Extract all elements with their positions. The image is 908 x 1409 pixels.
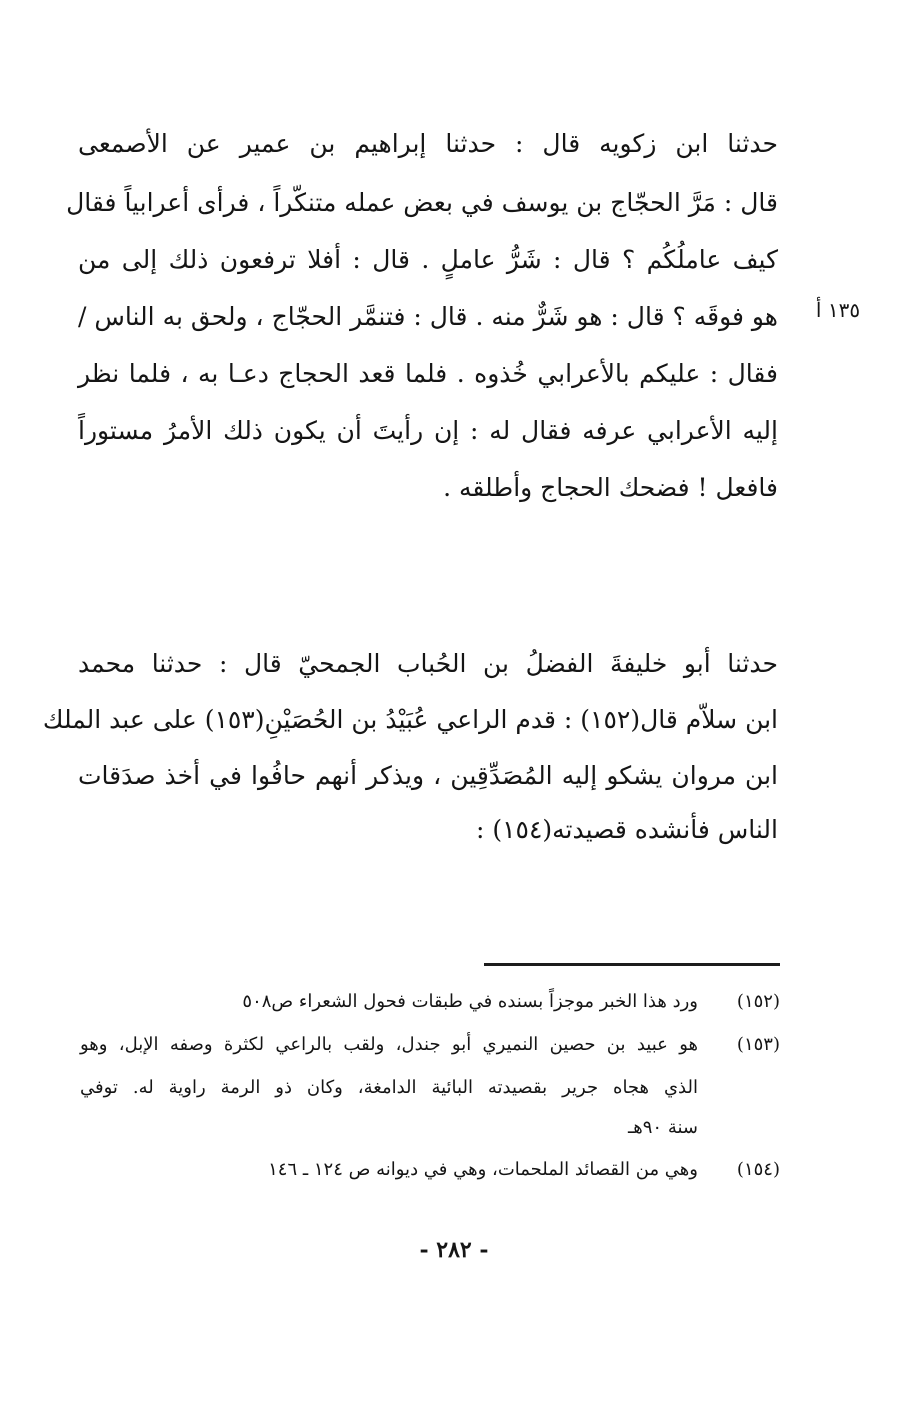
passage-1-line-5: فقال : عليكم بالأعرابي خُذوه . فلما قعد الحجاج دعـا به ، فلما نظر xyxy=(78,359,778,388)
passage-2-line-3: ابن مروان يشكو إليه المُصَدِّقِين ، ويذكر أنهم حافُوا في أخذ صدَقات xyxy=(78,761,778,790)
footnote-number: (١٥٢) xyxy=(736,991,780,1012)
passage-1-line-6: إليه الأعرابي عرفه فقال له : إن رأيتَ أن يكون ذلك الأمرُ مستوراً xyxy=(78,416,778,445)
passage-1-line-1: حدثنا ابن زكويه قال : حدثنا إبراهيم بن عمير عن الأصمعى xyxy=(78,129,778,158)
passage-2-line-4: الناس فأنشده قصيدته(١٥٤) : xyxy=(475,815,778,844)
passage-1-line-2: قال : مَرَّ الحجّاج بن يوسف في بعض عمله متنكّراً ، فرأى أعرابياً فقال xyxy=(66,188,778,217)
footnote-153 xyxy=(80,1023,780,1067)
footnote-number: (١٥٣) xyxy=(736,1034,780,1055)
passage-1-line-3: كيف عاملُكُم ؟ قال : شَرُّ عاملٍ . قال : أفلا ترفعون ذلك إلى من xyxy=(78,245,778,274)
page-number: - ٢٨٢ - xyxy=(419,1237,489,1263)
footnote-text: وهي من القصائد الملحمات، وهي في ديوانه ص ١٢٤ ـ ١٤٦ xyxy=(268,1159,698,1180)
footnote-152 xyxy=(80,980,780,1024)
footnote-153-line-3: سنة ٩٠هـ xyxy=(628,1117,698,1138)
manuscript-folio-marker: ١٣٥ أ xyxy=(815,298,861,322)
passage-2-line-2: ابن سلاّم قال(١٥٢) : قدم الراعي عُبَيْدُ بن الحُصَيْنِ(١٥٣) على عبد الملك xyxy=(42,705,778,734)
footnote-text: ورد هذا الخبر موجزاً بسنده في طبقات فحول الشعراء ص٥٠٨ xyxy=(242,991,698,1012)
footnote-separator xyxy=(484,963,780,966)
footnote-text: هو عبيد بن حصين النميري أبو جندل، ولقب بالراعي لكثرة وصفه الإبل، وهو xyxy=(80,1034,698,1055)
footnote-153-line-2: الذي هجاه جرير بقصيدته البائية الدامغة، وكان ذو الرمة راوية له. توفي xyxy=(80,1077,698,1098)
passage-2-line-1: حدثنا أبو خليفةَ الفضلُ بن الحُباب الجمحيّ قال : حدثنا محمد xyxy=(78,649,778,678)
passage-1-line-7: فافعل ! فضحك الحجاج وأطلقه . xyxy=(443,473,778,502)
footnote-number: (١٥٤) xyxy=(736,1159,780,1180)
passage-1-line-4: هو فوقَه ؟ قال : هو شَرٌّ منه . قال : فتنمَّر الحجّاج ، ولحق به الناس / xyxy=(78,302,778,331)
footnote-154 xyxy=(80,1148,780,1192)
